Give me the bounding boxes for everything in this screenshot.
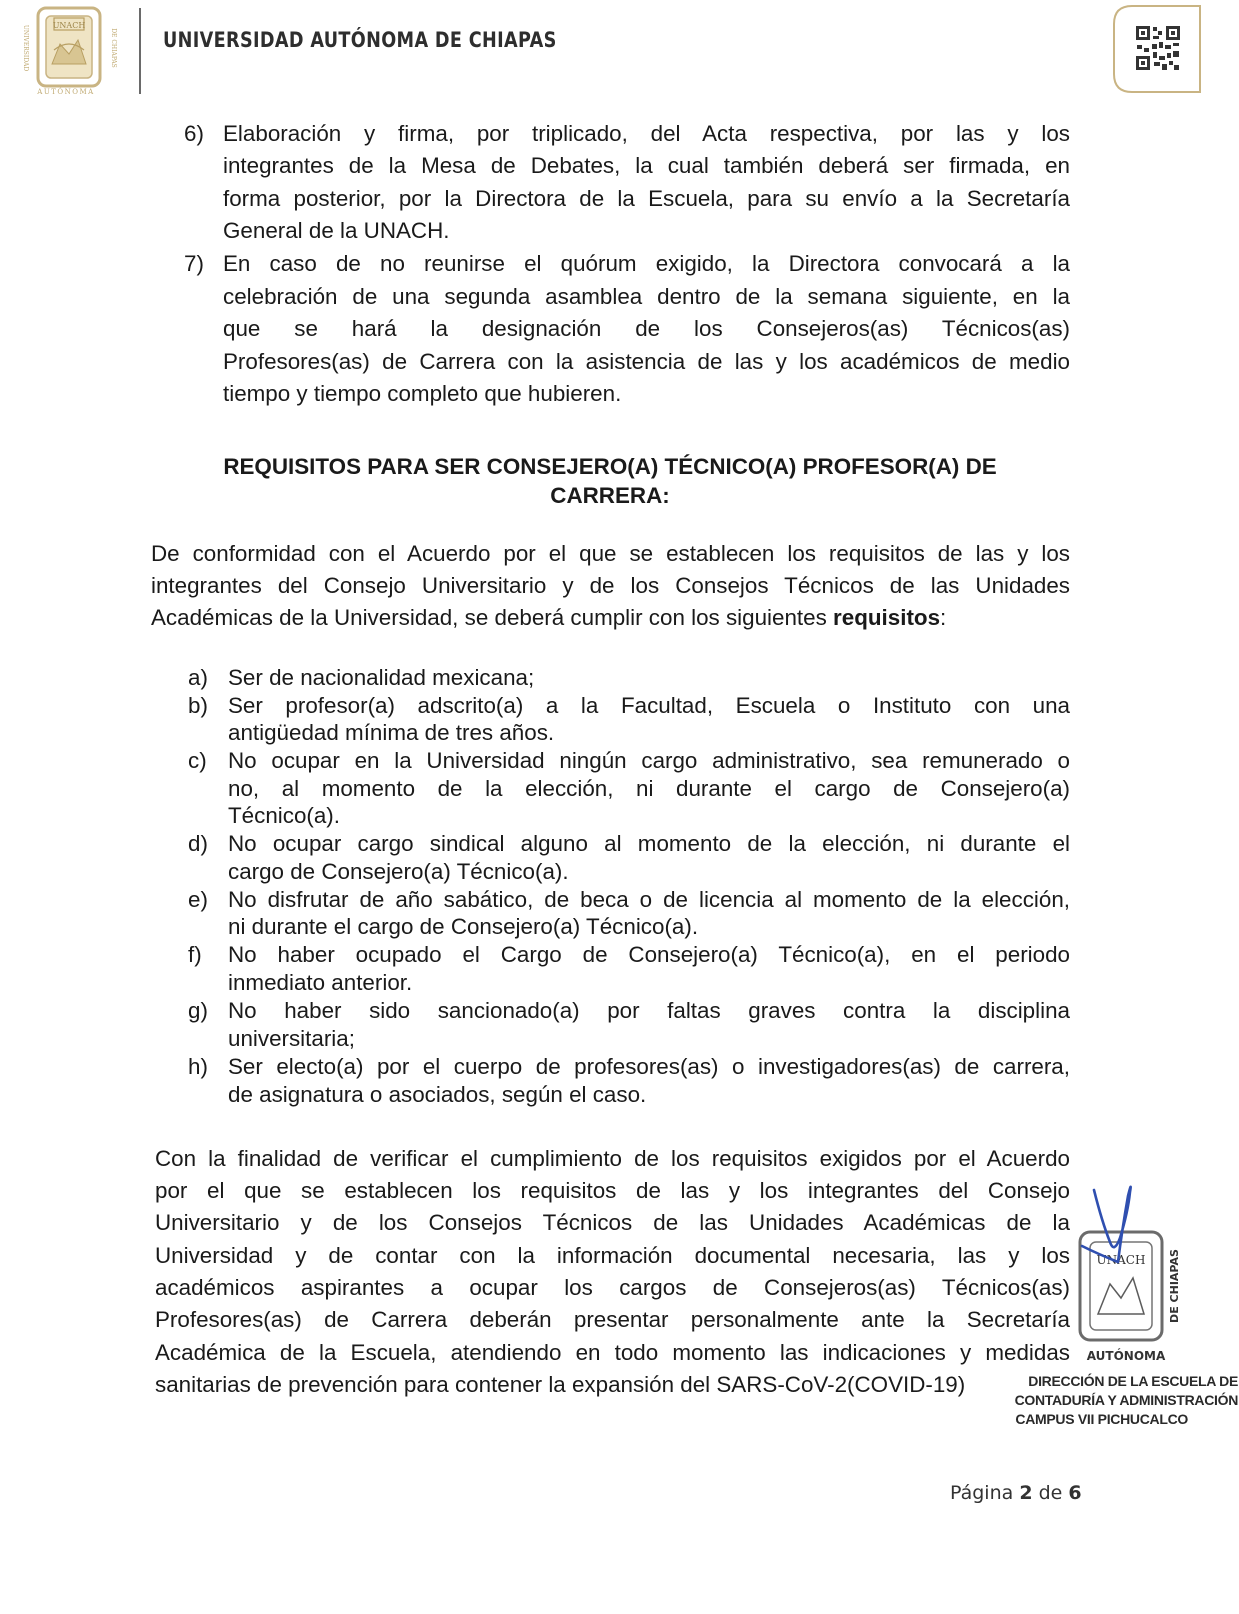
stamp-line: DIRECCIÓN DE LA ESCUELA DE (1028, 1373, 1238, 1389)
requirement-line: antigüedad mínima de tres años. (228, 720, 555, 745)
requirement-line: inmediato anterior. (228, 970, 413, 995)
requirement-line: No ocupar en la Universidad ningún cargo administrativo, sea remunerado o (228, 748, 1070, 773)
section-heading-line: CARRERA: (550, 483, 670, 508)
intro-text-end: : (940, 605, 947, 630)
item-line: que se hará la designación de los Consejeros(as) Técnicos(as) (223, 316, 1070, 341)
requirement-label: c) (188, 748, 207, 773)
qr-code-icon (1112, 4, 1202, 94)
requirement-label: h) (188, 1054, 208, 1079)
item-line: forma posterior, por la Directora de la Escuela, para su envío a la Secretaría (223, 186, 1070, 211)
requirement-label: g) (188, 998, 208, 1023)
intro-line (151, 602, 1070, 635)
intro-line: De conformidad con el Acuerdo por el que se establecen los requisitos de las y los (151, 541, 1070, 566)
stamp-ring-right: DE CHIAPAS (1168, 1249, 1181, 1323)
logo-ring-left: UNIVERSIDAD (22, 24, 29, 72)
requirement-label: f) (188, 942, 202, 967)
stamp-line: CAMPUS VII PICHUCALCO (1015, 1411, 1188, 1427)
requirement-label: b) (188, 693, 208, 718)
requirement-line: no, al momento de la elección, ni durante el cargo de Consejero(a) (228, 776, 1070, 801)
item-line: celebración de una segunda asamblea dentro de la semana siguiente, en la (223, 284, 1070, 309)
stamp-line: CONTADURÍA Y ADMINISTRACIÓN (1014, 1392, 1238, 1408)
page-total: 6 (1068, 1482, 1082, 1504)
requirement-line: No haber sido sancionado(a) por faltas graves contra la disciplina (228, 998, 1070, 1023)
requirement-line: universitaria; (228, 1026, 355, 1051)
page-current: 2 (1019, 1482, 1033, 1504)
signature-icon (1082, 1187, 1131, 1262)
closing-line: Académica de la Escuela, atendiendo en todo momento las indicaciones y medidas (155, 1340, 1070, 1365)
page-middle: de (1032, 1482, 1069, 1504)
requirement-label: e) (188, 887, 208, 912)
requirement-line: Técnico(a). (228, 803, 340, 828)
unach-seal-icon (16, 4, 132, 96)
item-line: General de la UNACH. (223, 218, 450, 243)
closing-line: Universitario y de los Consejos Técnicos de las Unidades Académicas de la (155, 1210, 1070, 1235)
item-line: tiempo y tiempo completo que hubieren. (223, 381, 622, 406)
closing-line: por el que se establecen los requisitos de las y los integrantes del Consejo (155, 1178, 1070, 1203)
intro-line: integrantes del Consejo Universitario y de los Consejos Técnicos de las Unidades (151, 573, 1070, 598)
requirement-line: ni durante el cargo de Consejero(a) Técnico(a). (228, 914, 699, 939)
stamp-text (1000, 1372, 1238, 1429)
intro-bold-word: requisitos (833, 605, 941, 630)
logo-seal-text: UNACH (52, 21, 86, 30)
stamp-bottom-text: AUTÓNOMA (1086, 1349, 1166, 1363)
page-number (950, 1482, 1082, 1504)
item-line: integrantes de la Mesa de Debates, la cual también deberá ser firmada, en (223, 153, 1070, 178)
requirement-line: Ser profesor(a) adscrito(a) a la Facultad, Escuela o Instituto con una (228, 693, 1070, 718)
closing-line: Con la finalidad de verificar el cumplimiento de los requisitos exigidos por el Acuerdo (155, 1146, 1070, 1171)
page-header (0, 0, 1239, 110)
logo-bottom-text: AUTÓNOMA (37, 88, 95, 96)
requirement-label: a) (188, 665, 208, 690)
intro-text: Académicas de la Universidad, se deberá cumplir con los siguientes (151, 605, 834, 630)
requirement-line: No haber ocupado el Cargo de Consejero(a) Técnico(a), en el periodo (228, 942, 1070, 967)
requirement-line: No disfrutar de año sabático, de beca o de licencia al momento de la elección, (228, 887, 1070, 912)
stamp-seal-text: UNACH (1096, 1253, 1146, 1267)
section-heading (130, 452, 1090, 510)
section-heading-line: REQUISITOS PARA SER CONSEJERO(A) TÉCNICO(A) PROFESOR(A) DE (223, 454, 997, 479)
requirement-line: de asignatura o asociados, según el caso. (228, 1082, 647, 1107)
page-prefix: Página (950, 1482, 1020, 1504)
university-name: UNIVERSIDAD AUTÓNOMA DE CHIAPAS (163, 28, 557, 52)
closing-line: Universidad y de contar con la información documental necesaria, las y los (155, 1243, 1070, 1268)
item-number: 6) (184, 121, 204, 146)
closing-line: sanitarias de prevención para contener la expansión del SARS-CoV-2(COVID-19) (155, 1372, 966, 1397)
item-line: Elaboración y firma, por triplicado, del Acta respectiva, por las y los (223, 121, 1070, 146)
requirement-line: No ocupar cargo sindical alguno al momento de la elección, ni durante el (228, 831, 1070, 856)
requirement-line: cargo de Consejero(a) Técnico(a). (228, 859, 569, 884)
header-divider (139, 8, 141, 94)
logo-ring-right: DE CHIAPAS (110, 28, 117, 68)
item-line: En caso de no reunirse el quórum exigido, la Directora convocará a la (223, 251, 1070, 276)
requirement-line: Ser de nacionalidad mexicana; (228, 665, 535, 690)
closing-line: académicos aspirantes a ocupar los cargos de Consejeros(as) Técnicos(as) (155, 1275, 1070, 1300)
requirement-line: Ser electo(a) por el cuerpo de profesores(as) o investigadores(as) de carrera, (228, 1054, 1070, 1079)
closing-line: Profesores(as) de Carrera deberán presentar personalmente ante la Secretaría (155, 1307, 1070, 1332)
item-number: 7) (184, 251, 204, 276)
item-line: Profesores(as) de Carrera con la asistencia de las y los académicos de medio (223, 349, 1070, 374)
requirement-label: d) (188, 831, 208, 856)
